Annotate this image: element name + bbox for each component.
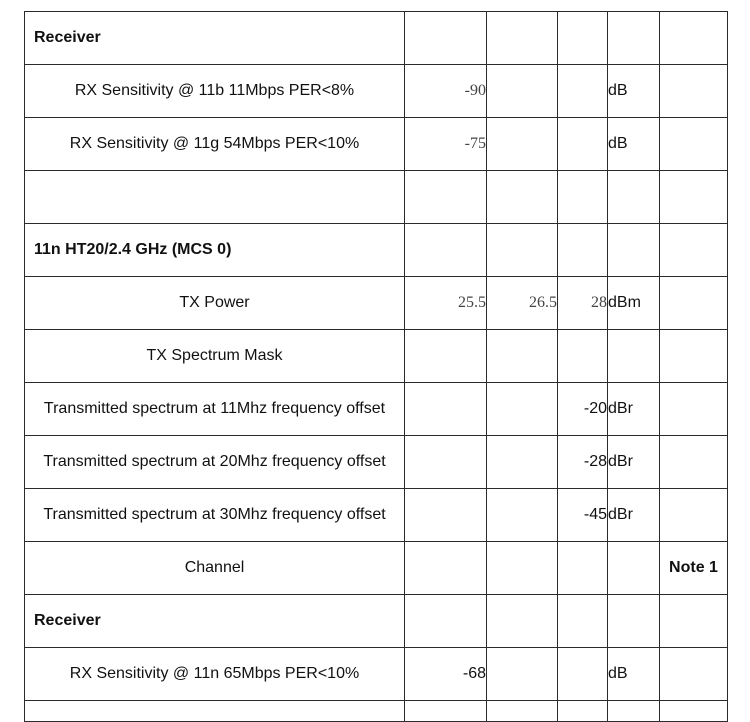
unit-cell: dBr: [608, 489, 660, 542]
min-value-cell: -68: [405, 648, 487, 701]
note-cell: [660, 436, 728, 489]
typ-value-cell: [487, 383, 558, 436]
min-value-cell: -90: [405, 65, 487, 118]
note-cell: [660, 224, 728, 277]
section-header-row: [25, 224, 728, 277]
typ-value-cell: [487, 330, 558, 383]
unit-cell: dBm: [608, 277, 660, 330]
min-value-cell: [405, 330, 487, 383]
note-cell: [660, 12, 728, 65]
max-value-cell: -20: [558, 383, 608, 436]
min-value-cell: [405, 383, 487, 436]
max-value-cell: -28: [558, 436, 608, 489]
note-cell: [660, 330, 728, 383]
unit-cell: [608, 701, 660, 722]
note-cell: [660, 383, 728, 436]
max-value-cell: [558, 65, 608, 118]
max-value-cell: [558, 542, 608, 595]
max-value-cell: [558, 118, 608, 171]
max-value-cell: [558, 12, 608, 65]
max-value-cell: [558, 701, 608, 722]
unit-cell: dB: [608, 648, 660, 701]
note-cell: Note 1: [660, 542, 728, 595]
parameter-cell: TX Power: [25, 277, 405, 330]
typ-value-cell: [487, 489, 558, 542]
note-cell: [660, 65, 728, 118]
section-title: 11n HT20/2.4 GHz (MCS 0): [25, 224, 405, 277]
typ-value-cell: [487, 542, 558, 595]
table-row: [25, 648, 728, 701]
max-value-cell: [558, 330, 608, 383]
typ-value-cell: [487, 118, 558, 171]
table-row: [25, 436, 728, 489]
min-value-cell: [405, 595, 487, 648]
spec-table-body: [25, 12, 728, 722]
note-cell: [660, 489, 728, 542]
table-row: [25, 65, 728, 118]
section-title: Receiver: [25, 12, 405, 65]
parameter-cell: Channel: [25, 542, 405, 595]
typ-value-cell: [487, 648, 558, 701]
unit-cell: dBr: [608, 436, 660, 489]
section-header-row: [25, 12, 728, 65]
unit-cell: [608, 595, 660, 648]
unit-cell: [608, 171, 660, 224]
typ-value-cell: 26.5: [487, 277, 558, 330]
min-value-cell: 25.5: [405, 277, 487, 330]
unit-cell: dB: [608, 65, 660, 118]
parameter-cell: Transmitted spectrum at 30Mhz frequency offset: [25, 489, 405, 542]
note-cell: [660, 701, 728, 722]
max-value-cell: [558, 171, 608, 224]
min-value-cell: [405, 224, 487, 277]
unit-cell: dBr: [608, 383, 660, 436]
parameter-cell: TX Spectrum Mask: [25, 330, 405, 383]
min-value-cell: [405, 542, 487, 595]
typ-value-cell: [487, 65, 558, 118]
table-row: [25, 542, 728, 595]
section-header-row: [25, 595, 728, 648]
parameter-cell: Transmitted spectrum at 20Mhz frequency offset: [25, 436, 405, 489]
min-value-cell: -75: [405, 118, 487, 171]
min-value-cell: [405, 171, 487, 224]
parameter-cell: [25, 701, 405, 722]
min-value-cell: [405, 12, 487, 65]
table-row: [25, 118, 728, 171]
parameter-cell: Transmitted spectrum at 11Mhz frequency offset: [25, 383, 405, 436]
unit-cell: [608, 542, 660, 595]
unit-cell: [608, 224, 660, 277]
max-value-cell: [558, 224, 608, 277]
typ-value-cell: [487, 595, 558, 648]
typ-value-cell: [487, 701, 558, 722]
typ-value-cell: [487, 224, 558, 277]
parameter-cell: RX Sensitivity @ 11b 11Mbps PER<8%: [25, 65, 405, 118]
spec-table: [24, 11, 728, 722]
max-value-cell: [558, 648, 608, 701]
typ-value-cell: [487, 12, 558, 65]
parameter-cell: RX Sensitivity @ 11g 54Mbps PER<10%: [25, 118, 405, 171]
max-value-cell: [558, 595, 608, 648]
min-value-cell: [405, 489, 487, 542]
unit-cell: [608, 330, 660, 383]
table-row: [25, 277, 728, 330]
table-row: [25, 489, 728, 542]
typ-value-cell: [487, 171, 558, 224]
max-value-cell: 28: [558, 277, 608, 330]
typ-value-cell: [487, 436, 558, 489]
max-value-cell: -45: [558, 489, 608, 542]
note-cell: [660, 118, 728, 171]
table-row: [25, 171, 728, 224]
min-value-cell: [405, 701, 487, 722]
min-value-cell: [405, 436, 487, 489]
note-cell: [660, 171, 728, 224]
unit-cell: [608, 12, 660, 65]
parameter-cell: [25, 171, 405, 224]
note-cell: [660, 648, 728, 701]
unit-cell: dB: [608, 118, 660, 171]
section-title: Receiver: [25, 595, 405, 648]
table-row: [25, 383, 728, 436]
parameter-cell: RX Sensitivity @ 11n 65Mbps PER<10%: [25, 648, 405, 701]
note-cell: [660, 277, 728, 330]
note-cell: [660, 595, 728, 648]
table-row: [25, 330, 728, 383]
table-row: [25, 701, 728, 722]
